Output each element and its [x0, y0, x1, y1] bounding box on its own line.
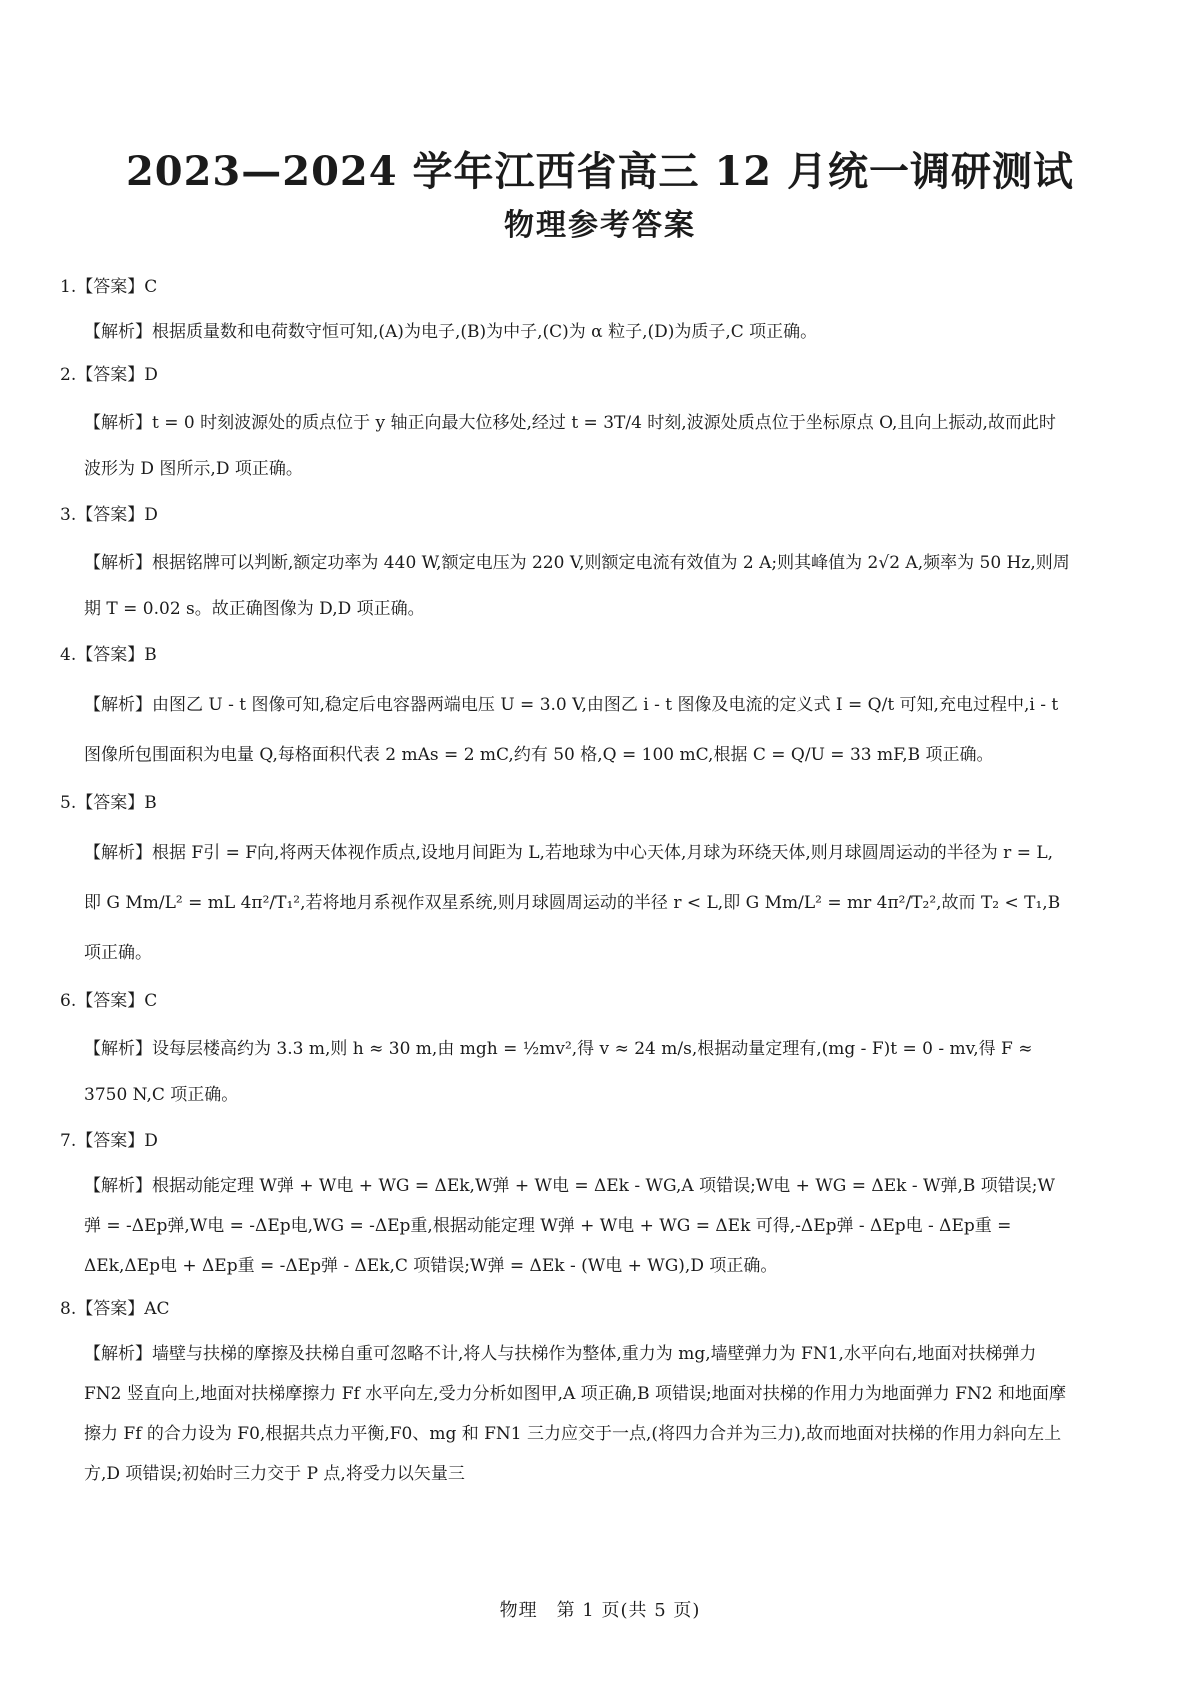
page-title: 2023—2024 学年江西省高三 12 月统一调研测试 [125, 148, 1075, 195]
answer-line: 6.【答案】C [60, 991, 158, 1011]
answer-item-7 [60, 1130, 1070, 1286]
explanation-text: 【解析】设每层楼高约为 3.3 m,则 h ≈ 30 m,由 mgh = ½mv²,得 v ≈ 24 m/s,根据动量定理有,(mg - F)t = 0 - mv,得 F ≈ 3750 N,C 项正确。 [84, 1039, 1033, 1105]
answer-line: 2.【答案】D [60, 365, 158, 385]
answer-line: 3.【答案】D [60, 505, 158, 525]
answer-list [60, 276, 1070, 1506]
answer-item-4 [60, 644, 1070, 780]
answer-item-3 [60, 504, 1070, 632]
answer-item-5 [60, 792, 1070, 978]
answer-item-6 [60, 990, 1070, 1118]
explanation-text: 【解析】t = 0 时刻波源处的质点位于 y 轴正向最大位移处,经过 t = 3T/4 时刻,波源处质点位于坐标原点 O,且向上振动,故而此时波形为 D 图所示,D 项正确。 [84, 413, 1056, 479]
answer-line: 4.【答案】B [60, 645, 157, 665]
answer-item-1 [60, 276, 1070, 352]
page-subtitle: 物理参考答案 [504, 208, 696, 243]
explanation-text: 【解析】墙壁与扶梯的摩擦及扶梯自重可忽略不计,将人与扶梯作为整体,重力为 mg,墙壁弹力为 FN1,水平向右,地面对扶梯弹力 FN2 竖直向上,地面对扶梯摩擦力 Ff 水平向左,受力分析如图甲,A 项正确,B 项错误;地面对扶梯的作用力为地面弹力 FN2 和地面摩擦力 Ff 的合力设为 F0,根据共点力平衡,F0、mg 和 FN1 三力应交于一点,(将四力合并为三力),故而地面对扶梯的作用力斜向左上方,D 项错误;初始时三力交于 P 点,将受力以矢量三 [84, 1344, 1066, 1484]
answer-line: 5.【答案】B [60, 793, 157, 813]
explanation-text: 【解析】根据 F引 = F向,将两天体视作质点,设地月间距为 L,若地球为中心天体,月球为环绕天体,则月球圆周运动的半径为 r = L,即 G Mm/L² = mL 4π²/T₁²,若将地月系视作双星系统,则月球圆周运动的半径 r < L,即 G Mm/L² = mr 4π²/T₂²,故而 T₂ < T₁,B 项正确。 [84, 843, 1061, 963]
explanation-text: 【解析】根据铭牌可以判断,额定功率为 440 W,额定电压为 220 V,则额定电流有效值为 2 A;则其峰值为 2√2 A,频率为 50 Hz,则周期 T = 0.02 s。故正确图像为 D,D 项正确。 [84, 553, 1070, 619]
answer-line: 7.【答案】D [60, 1131, 158, 1151]
answer-item-8 [60, 1298, 1070, 1494]
answer-item-2 [60, 364, 1070, 492]
answer-line: 8.【答案】AC [60, 1299, 170, 1319]
explanation-text: 【解析】根据动能定理 W弹 + W电 + WG = ΔEk,W弹 + W电 = ΔEk - WG,A 项错误;W电 + WG = ΔEk - W弹,B 项错误;W弹 = -ΔEp弹,W电 = -ΔEp电,WG = -ΔEp重,根据动能定理 W弹 + W电 + WG = ΔEk 可得,-ΔEp弹 - ΔEp电 - ΔEp重 = ΔEk,ΔEp电 + ΔEp重 = -ΔEp弹 - ΔEk,C 项错误;W弹 = ΔEk - (W电 + WG),D 项正确。 [84, 1176, 1055, 1276]
page-footer: 物理 第 1 页(共 5 页) [499, 1600, 701, 1621]
answer-line: 1.【答案】C [60, 277, 158, 297]
explanation-text: 【解析】根据质量数和电荷数守恒可知,(A)为电子,(B)为中子,(C)为 α 粒子,(D)为质子,C 项正确。 [84, 322, 818, 342]
explanation-text: 【解析】由图乙 U - t 图像可知,稳定后电容器两端电压 U = 3.0 V,由图乙 i - t 图像及电流的定义式 I = Q/t 可知,充电过程中,i - t 图像所包围面积为电量 Q,每格面积代表 2 mAs = 2 mC,约有 50 格,Q = 100 mC,根据 C = Q/U = 33 mF,B 项正确。 [84, 695, 1059, 765]
